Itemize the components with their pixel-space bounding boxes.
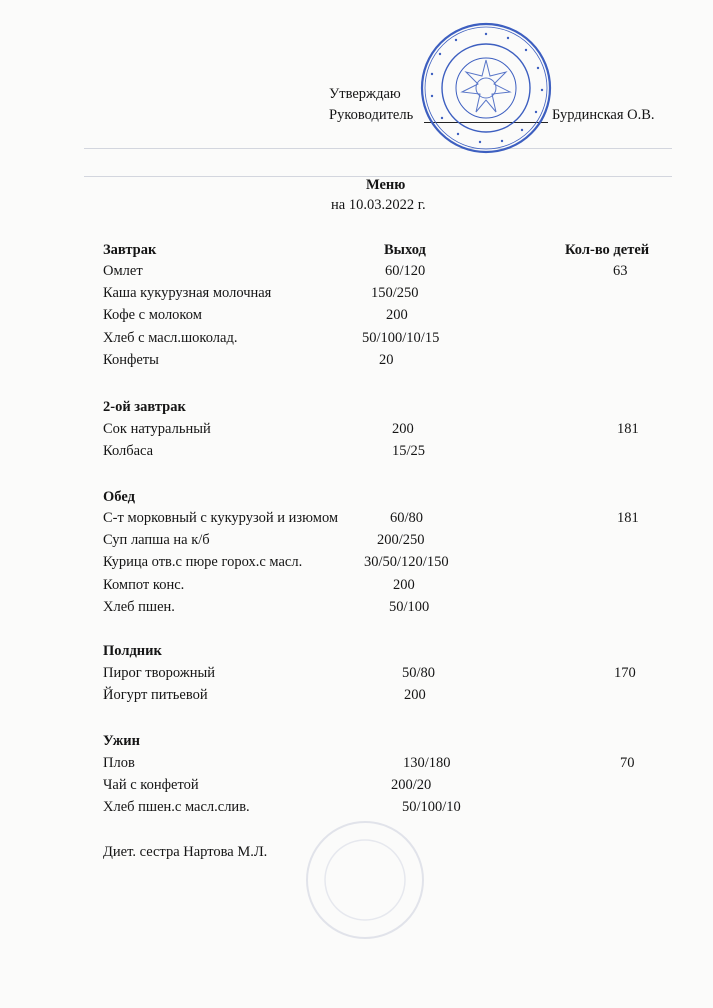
- menu-item-portion: 200/20: [391, 777, 432, 793]
- menu-item-name: Курица отв.с пюре горох.с масл.: [103, 554, 303, 570]
- menu-item-portion: 50/100/10: [402, 799, 461, 815]
- menu-item-name: Колбаса: [103, 443, 154, 459]
- menu-item-portion: 50/100/10/15: [362, 330, 440, 346]
- menu-item-portion: 200: [392, 421, 414, 437]
- approval-signatory: Бурдинская О.В.: [552, 107, 655, 123]
- menu-item-portion: 200: [404, 687, 426, 703]
- menu-date: на 10.03.2022 г.: [331, 197, 426, 213]
- menu-item-name: Плов: [103, 755, 135, 771]
- portion-column-header: Выход: [384, 242, 426, 258]
- menu-heading: Меню: [366, 177, 406, 193]
- menu-item-portion: 60/80: [390, 510, 424, 526]
- snack-heading: Полдник: [103, 643, 162, 659]
- official-seal: [418, 20, 554, 156]
- menu-item-portion: 50/80: [402, 665, 436, 681]
- menu-item-portion: 60/120: [385, 263, 426, 279]
- dinner-heading: Ужин: [103, 733, 140, 749]
- children-count: 170: [614, 665, 636, 681]
- children-count: 70: [620, 755, 635, 771]
- menu-item-name: Кофе с молоком: [103, 307, 202, 323]
- menu-item-portion: 30/50/120/150: [364, 554, 449, 570]
- menu-item-portion: 150/250: [371, 285, 419, 301]
- breakfast-heading: Завтрак: [103, 242, 157, 258]
- menu-item-name: Омлет: [103, 263, 143, 279]
- menu-item-portion: 130/180: [403, 755, 451, 771]
- bleed-through-line: [84, 148, 672, 149]
- menu-item-name: Каша кукурузная молочная: [103, 285, 272, 301]
- menu-item-name: Чай с конфетой: [103, 777, 199, 793]
- menu-item-portion: 200: [393, 577, 415, 593]
- menu-item-portion: 200/250: [377, 532, 425, 548]
- menu-item-name: Конфеты: [103, 352, 159, 368]
- second-breakfast-heading: 2-ой завтрак: [103, 399, 186, 415]
- menu-item-name: Пирог творожный: [103, 665, 216, 681]
- menu-item-name: Сок натуральный: [103, 421, 211, 437]
- menu-item-name: С-т морковный с кукурузой и изюмом: [103, 510, 339, 526]
- menu-item-portion: 15/25: [392, 443, 426, 459]
- bleed-through-seal: [300, 815, 430, 945]
- menu-item-name: Йогурт питьевой: [103, 687, 208, 703]
- approval-role: Руководитель: [329, 107, 414, 123]
- menu-item-portion: 50/100: [389, 599, 430, 615]
- lunch-heading: Обед: [103, 489, 135, 505]
- menu-item-name: Хлеб пшен.: [103, 599, 175, 615]
- menu-item-name: Суп лапша на к/б: [103, 532, 210, 548]
- approval-line: Утверждаю: [329, 86, 401, 102]
- menu-item-name: Хлеб пшен.с масл.слив.: [103, 799, 250, 815]
- children-column-header: Кол-во детей: [565, 242, 650, 258]
- children-count: 181: [617, 421, 639, 437]
- dietitian-signature: Диет. сестра Нартова М.Л.: [103, 844, 268, 860]
- menu-item-portion: 200: [386, 307, 408, 323]
- menu-item-portion: 20: [379, 352, 394, 368]
- children-count: 63: [613, 263, 628, 279]
- menu-item-name: Компот конс.: [103, 577, 185, 593]
- menu-item-name: Хлеб с масл.шоколад.: [103, 330, 238, 346]
- children-count: 181: [617, 510, 639, 526]
